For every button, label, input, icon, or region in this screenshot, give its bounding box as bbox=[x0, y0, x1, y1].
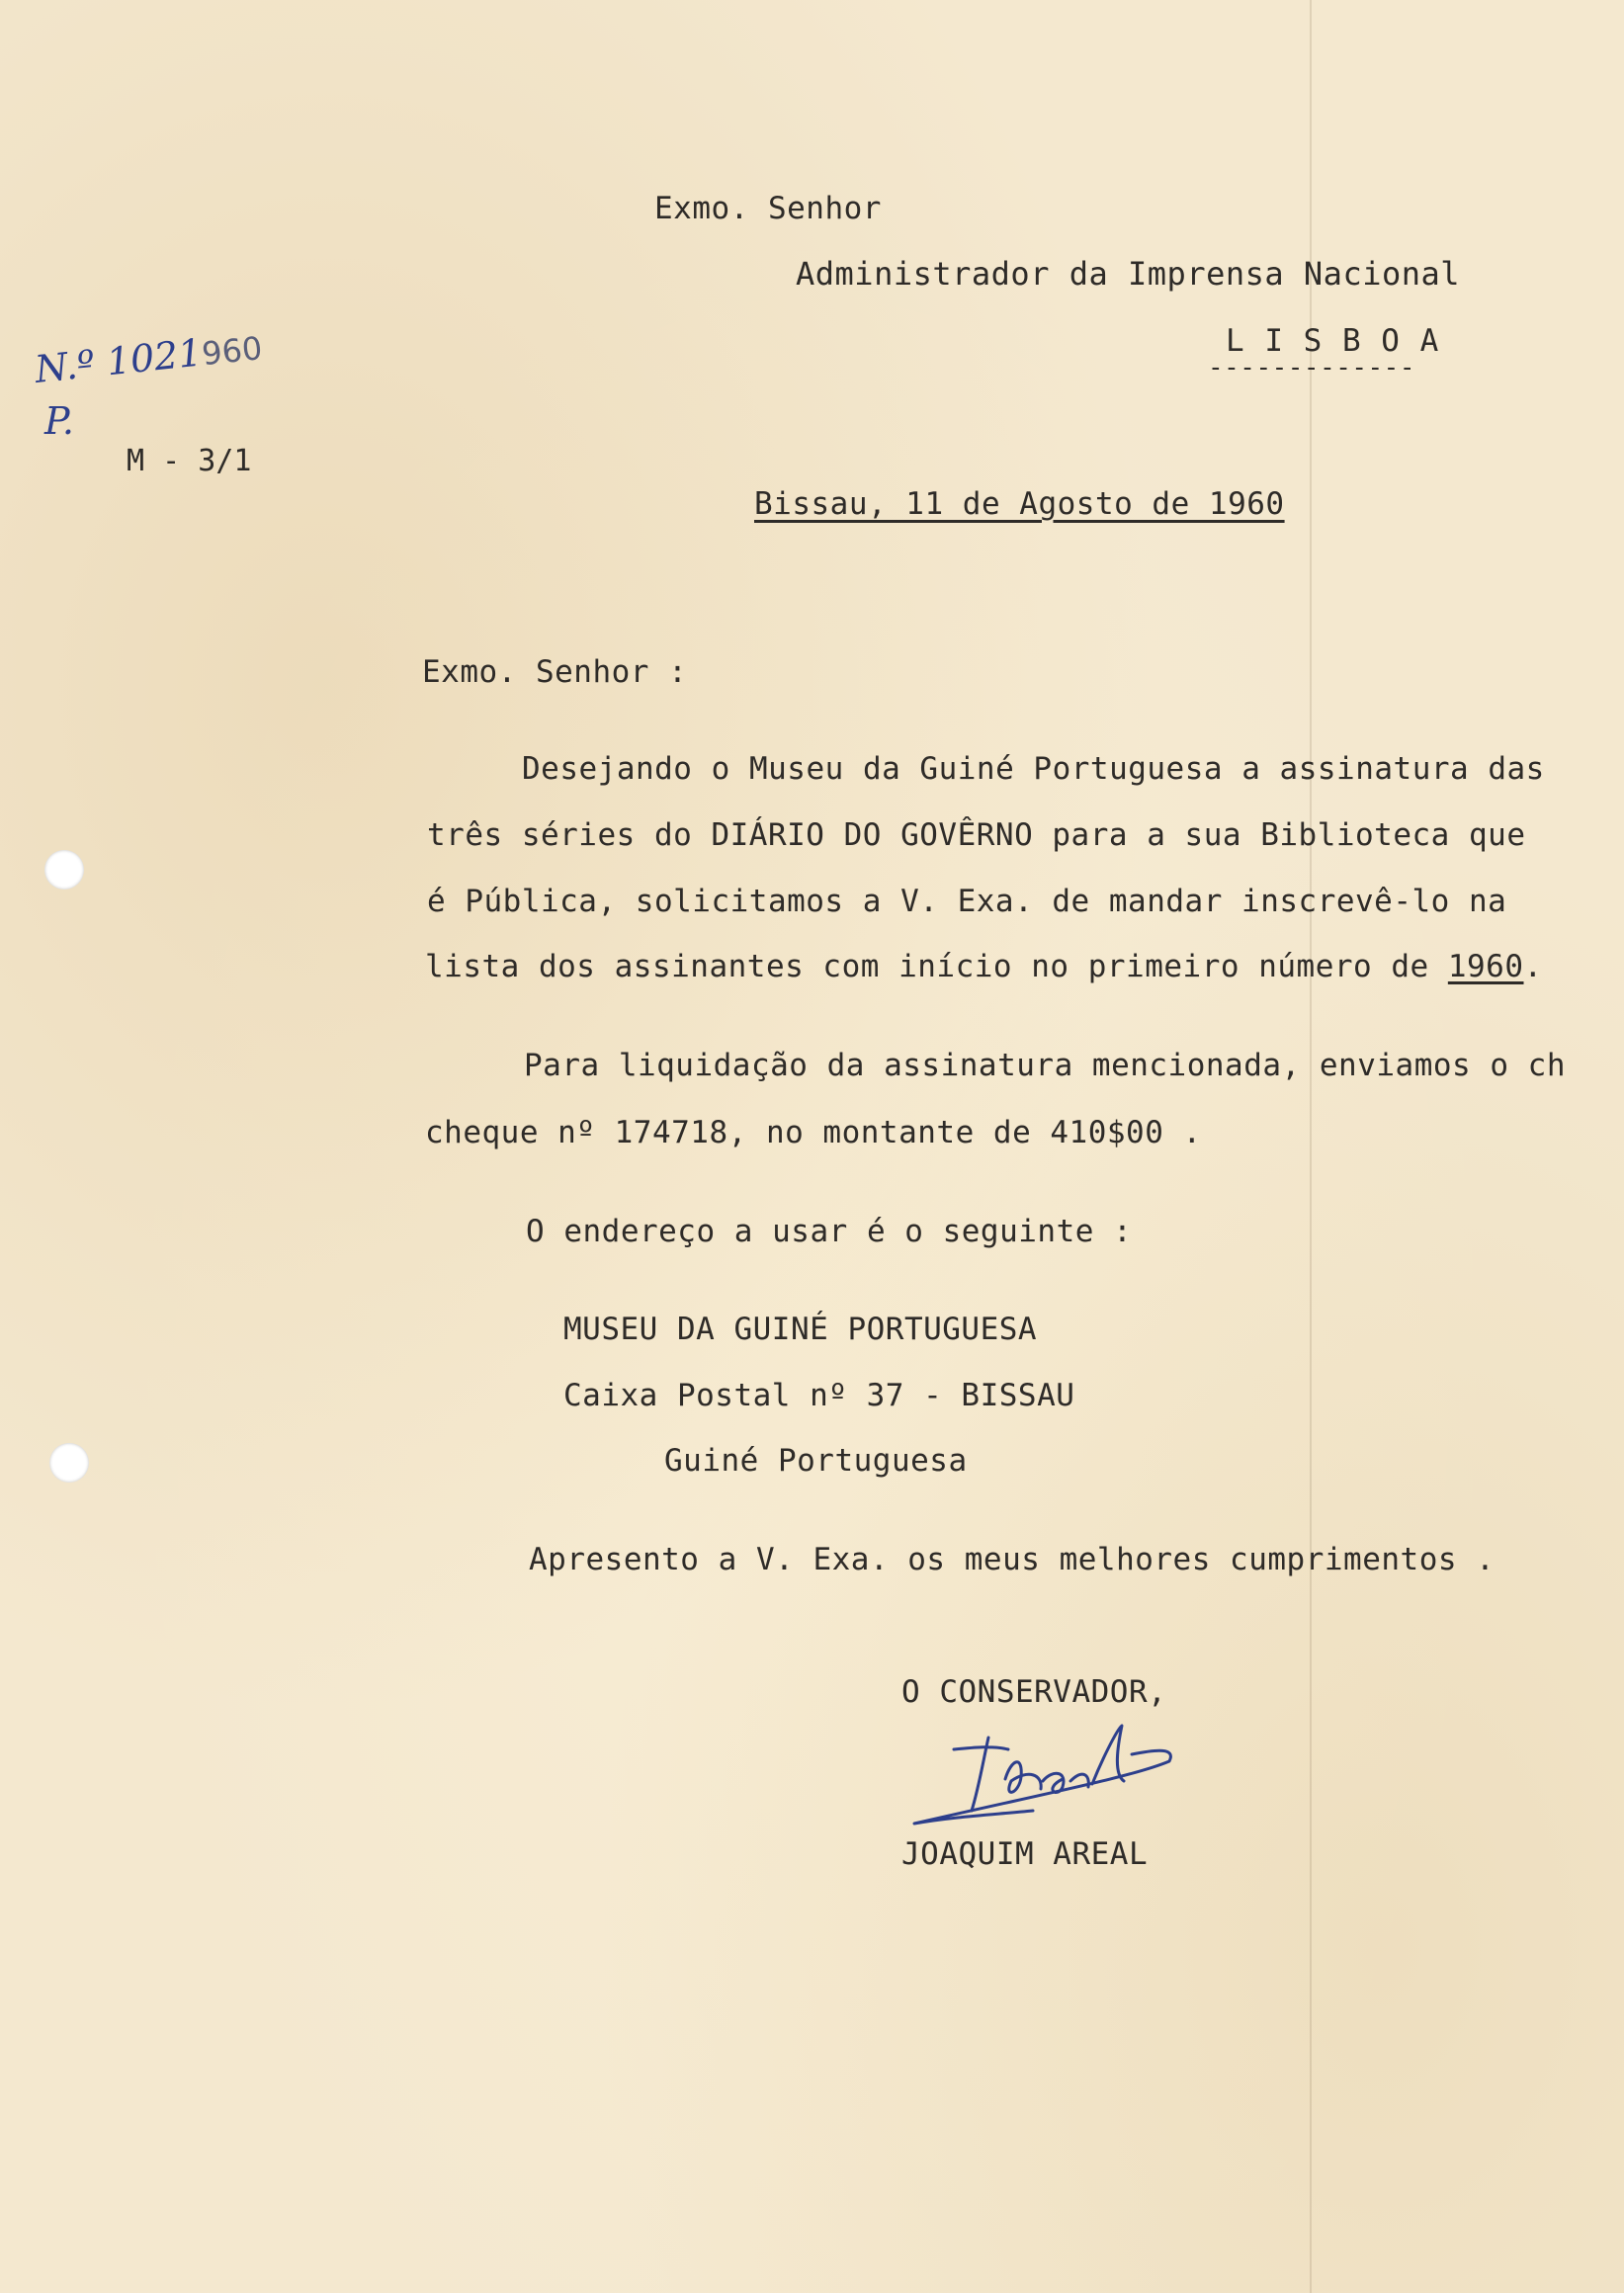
signature-text: JAreal bbox=[895, 1836, 898, 1837]
address-line-1: MUSEU DA GUINÉ PORTUGUESA bbox=[563, 1312, 1038, 1347]
body-line-end: . bbox=[1523, 949, 1543, 984]
addressee-position: Administrador da Imprensa Nacional bbox=[796, 255, 1461, 293]
closing-line: Apresento a V. Exa. os meus melhores cumprimentos . bbox=[529, 1542, 1496, 1577]
body-line: é Pública, solicitamos a V. Exa. de mandar inscrevê-lo na bbox=[427, 884, 1507, 919]
body-paragraph-3: O endereço a usar é o seguinte : bbox=[526, 1214, 1133, 1249]
signatory-name: JOAQUIM AREAL bbox=[901, 1836, 1149, 1872]
subscription-year: 1960 bbox=[1447, 949, 1524, 984]
archive-file-code: M - 3/1 bbox=[127, 444, 252, 478]
greeting: Exmo. Senhor : bbox=[422, 654, 688, 690]
addressee-city-underline: ------------- bbox=[1208, 353, 1415, 382]
address-line-3: Guiné Portuguesa bbox=[664, 1443, 968, 1479]
address-line-2: Caixa Postal nº 37 - BISSAU bbox=[563, 1378, 1075, 1413]
punch-hole-bottom bbox=[49, 1443, 89, 1483]
addressee-salutation: Exmo. Senhor bbox=[654, 191, 882, 226]
body-line bbox=[425, 947, 1543, 986]
addressee-city: L I S B O A bbox=[1226, 323, 1440, 359]
archive-ref-initial: P. bbox=[44, 399, 74, 443]
dateline: Bissau, 11 de Agosto de 1960 bbox=[754, 486, 1285, 522]
body-line-text: lista dos assinantes com início no primeiro número de bbox=[425, 949, 1429, 984]
archive-ref-year: 960 bbox=[200, 329, 265, 374]
body-line: Para liquidação da assinatura mencionada, enviamos o ch bbox=[524, 1048, 1566, 1083]
handwritten-signature bbox=[895, 1720, 1181, 1838]
signatory-title: O CONSERVADOR, bbox=[901, 1674, 1167, 1710]
body-line: três séries do DIÁRIO DO GOVÊRNO para a sua Biblioteca que bbox=[427, 817, 1526, 853]
punch-hole-top bbox=[44, 850, 84, 890]
archive-ref-number: N.º 1021 bbox=[33, 330, 205, 391]
body-line: cheque nº 174718, no montante de 410$00 . bbox=[425, 1115, 1202, 1150]
body-line: Desejando o Museu da Guiné Portuguesa a assinatura das bbox=[522, 751, 1545, 787]
